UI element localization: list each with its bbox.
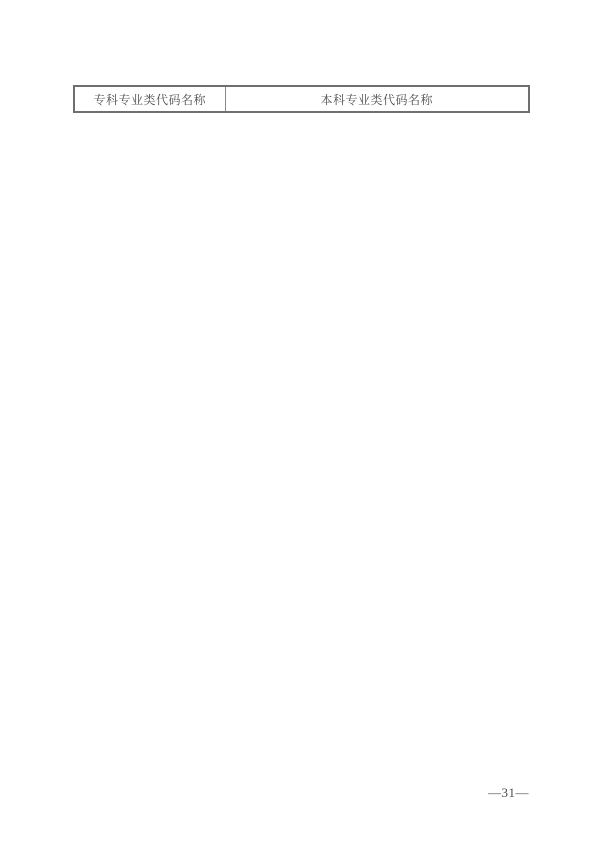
column-header-zhuanke: 专科专业类代码名称: [74, 86, 225, 112]
table-header-row: [74, 86, 529, 112]
page-number: —31—: [488, 785, 529, 800]
major-mapping-table: [73, 85, 530, 113]
column-header-benke: 本科专业类代码名称: [225, 86, 529, 112]
